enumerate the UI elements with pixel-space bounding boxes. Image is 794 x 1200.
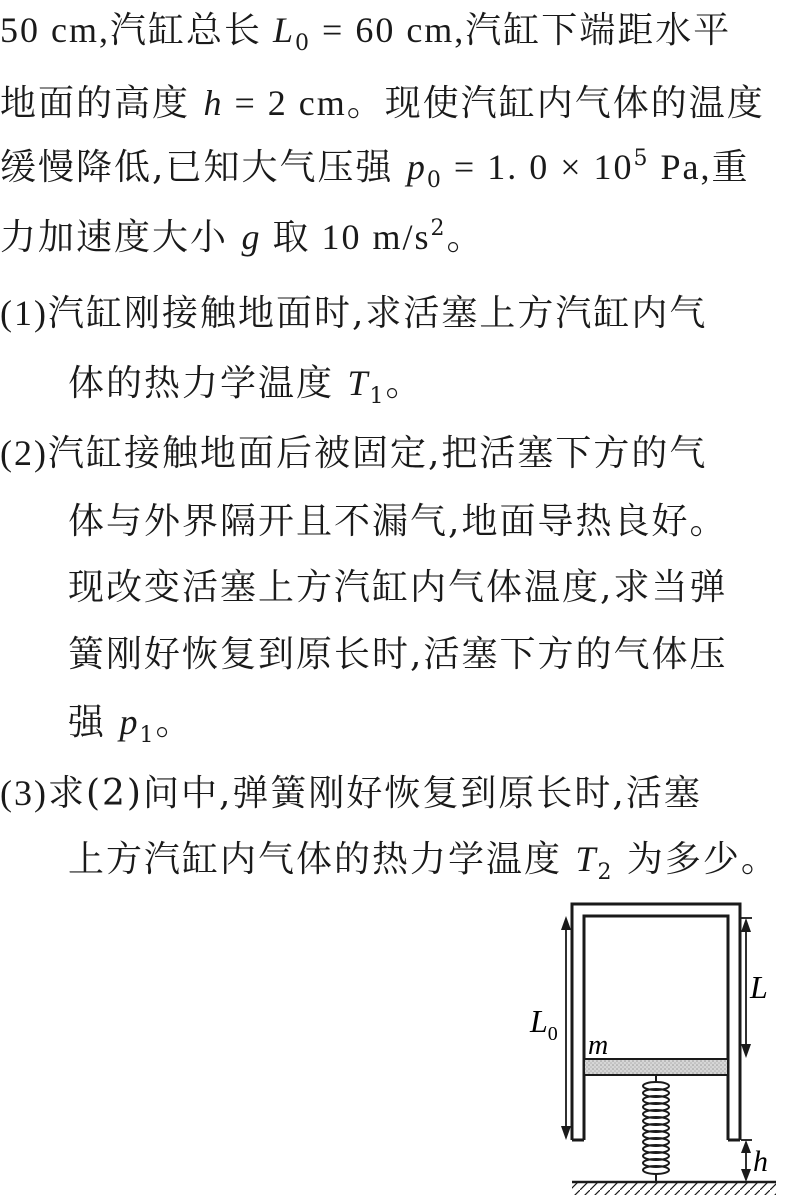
question-number: (2) [0, 433, 48, 473]
var-T2: T [575, 839, 598, 879]
var-L0: L [272, 10, 296, 50]
text-segment: 。 [155, 702, 194, 743]
text-segment: 强 [68, 702, 120, 743]
var-g: g [241, 217, 262, 257]
exponent: 2 [430, 216, 447, 241]
text-segment: 。 [446, 217, 485, 258]
text-segment: 求(2)问中,弹簧刚好恢复到原长时,活塞 [47, 773, 702, 814]
text-segment: 地面的高度 [0, 83, 204, 124]
text-segment: 取 10 m/s [261, 217, 431, 257]
text-segment: = 1. 0 × 10 [442, 147, 634, 187]
exponent: 5 [633, 146, 650, 171]
text-segment: 体与外界隔开且不漏气,地面导热良好。 [68, 501, 728, 542]
text-segment: = 2 cm。现使汽缸内气体的温度 [223, 83, 765, 123]
label-h: h [753, 1145, 768, 1178]
text-segment: = 60 cm,汽缸下端距水平 [311, 10, 732, 50]
var-T1: T [347, 363, 370, 403]
var-p0: p [406, 147, 427, 187]
text-segment: 为多少。 [613, 839, 779, 880]
var-L0-subscript: 0 [295, 31, 312, 56]
text-segment: 汽缸刚接触地面时,求活塞上方汽缸内气 [47, 293, 708, 334]
var-h: h [203, 83, 224, 123]
piston [584, 1059, 728, 1075]
question-number: (3) [0, 773, 48, 813]
text-segment: 上方汽缸内气体的热力学温度 [68, 839, 576, 880]
var-p1: p [119, 702, 140, 742]
text-segment: 力加速度大小 [0, 217, 242, 258]
label-L: L [750, 969, 768, 1005]
dimension-L0 [561, 916, 571, 1140]
text-segment: 。 [385, 363, 424, 404]
text-segment: 簧刚好恢复到原长时,活塞下方的气体压 [68, 634, 728, 675]
label-m: m [588, 1030, 609, 1061]
question-number: (1) [0, 293, 48, 333]
text-segment: 体的热力学温度 [68, 363, 348, 404]
text-segment: 缓慢降低,已知大气压强 [0, 147, 407, 188]
ground [572, 1182, 776, 1195]
label-L0: $L_0$ [530, 1003, 558, 1045]
var-T1-subscript: 1 [369, 384, 386, 409]
var-T2-subscript: 2 [597, 860, 614, 885]
spring [643, 1075, 669, 1182]
var-p0-subscript: 0 [426, 168, 443, 193]
text-segment: 50 cm,汽缸总长 [0, 10, 273, 50]
var-p1-subscript: 1 [139, 723, 156, 748]
dimension-h [741, 1140, 752, 1182]
text-segment: 现改变活塞上方汽缸内气体温度,求当弹 [68, 567, 728, 608]
text-segment: Pa,重 [649, 147, 750, 187]
text-segment: 汽缸接触地面后被固定,把活塞下方的气 [47, 433, 708, 474]
